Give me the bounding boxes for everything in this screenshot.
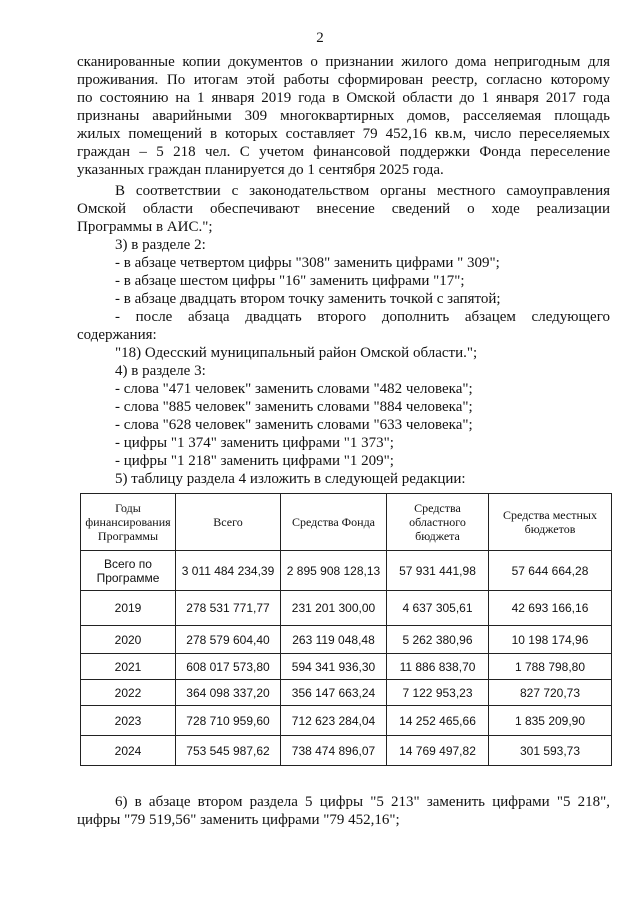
cell-fund: 263 119 048,48 — [281, 626, 387, 654]
cell-total: 728 710 959,60 — [176, 706, 281, 736]
item-dash-5: - слова "471 человек" заменить словами "482 человека"; — [115, 381, 473, 397]
cell-fund: 2 895 908 128,13 — [281, 551, 387, 591]
page-number: 2 — [316, 30, 324, 46]
cell-fund: 594 341 936,30 — [281, 654, 387, 680]
cell-regional: 14 769 497,82 — [387, 736, 489, 766]
cell-regional: 5 262 380,96 — [387, 626, 489, 654]
item-dash-7: - слова "628 человек" заменить словами "633 человека"; — [115, 417, 473, 433]
cell-total: 608 017 573,80 — [176, 654, 281, 680]
cell-regional: 4 637 305,61 — [387, 591, 489, 626]
cell-total: 3 011 484 234,39 — [176, 551, 281, 591]
item-section-4: 5) таблицу раздела 4 изложить в следующей редакции: — [115, 471, 466, 487]
cell-total: 753 545 987,62 — [176, 736, 281, 766]
paragraph-2-line-2: Омской области обеспечивают внесение сведений о ходе реализации — [77, 201, 610, 217]
cell-regional: 7 122 953,23 — [387, 680, 489, 706]
paragraph-1-line-7: указанных граждан планируется до 1 сентября 2025 года. — [77, 162, 444, 178]
table-row — [81, 591, 612, 626]
item-quote-18: "18) Одесский муниципальный район Омской области."; — [115, 345, 478, 361]
paragraph-1-line-4: признаны аварийными 309 многоквартирных домов, расселяемая площадь — [77, 108, 610, 124]
cell-regional: 57 931 441,98 — [387, 551, 489, 591]
header-years: Годы финансирования Программы — [81, 494, 176, 551]
cell-year: 2024 — [81, 736, 176, 766]
paragraph-1-line-2: проживания. По итогам этой работы сформирован реестр, согласно которому — [77, 72, 610, 88]
item-dash-6: - слова "885 человек" заменить словами "884 человека"; — [115, 399, 473, 415]
header-total: Всего — [176, 494, 281, 551]
item-section-3: 4) в разделе 3: — [115, 363, 206, 379]
paragraph-2-line-3: Программы в АИС."; — [77, 219, 213, 235]
item-dash-9: - цифры "1 218" заменить цифрами "1 209"; — [115, 453, 394, 469]
table-row — [81, 706, 612, 736]
item-dash-8: - цифры "1 374" заменить цифрами "1 373"; — [115, 435, 394, 451]
financing-table — [80, 493, 611, 765]
cell-regional: 14 252 465,66 — [387, 706, 489, 736]
item-dash-4: - после абзаца двадцать второго дополнить абзацем следующего — [115, 309, 610, 325]
paragraph-2-line-1: В соответствии с законодательством органы местного самоуправления — [115, 183, 610, 199]
header-fund: Средства Фонда — [281, 494, 387, 551]
cell-local: 42 693 166,16 — [489, 591, 612, 626]
cell-local: 827 720,73 — [489, 680, 612, 706]
cell-fund: 356 147 663,24 — [281, 680, 387, 706]
header-local: Средства местных бюджетов — [489, 494, 612, 551]
paragraph-3-line-1: 6) в абзаце втором раздела 5 цифры "5 213" заменить цифрами "5 218", — [115, 794, 610, 810]
table-row — [81, 736, 612, 766]
cell-year: 2021 — [81, 654, 176, 680]
table-row — [81, 680, 612, 706]
cell-local: 57 644 664,28 — [489, 551, 612, 591]
cell-regional: 11 886 838,70 — [387, 654, 489, 680]
cell-local: 1 788 798,80 — [489, 654, 612, 680]
item-dash-2: - в абзаце шестом цифры "16" заменить цифрами "17"; — [115, 273, 465, 289]
cell-year: 2023 — [81, 706, 176, 736]
item-dash-3: - в абзаце двадцать втором точку заменить точкой с запятой; — [115, 291, 501, 307]
cell-fund: 712 623 284,04 — [281, 706, 387, 736]
cell-year: 2019 — [81, 591, 176, 626]
cell-local: 1 835 209,90 — [489, 706, 612, 736]
cell-local: 301 593,73 — [489, 736, 612, 766]
table-row — [81, 626, 612, 654]
cell-fund: 231 201 300,00 — [281, 591, 387, 626]
cell-year: 2020 — [81, 626, 176, 654]
item-dash-4-cont: содержания: — [77, 327, 157, 343]
paragraph-3-line-2: цифры "79 519,56" заменить цифрами "79 452,16"; — [77, 812, 400, 828]
paragraph-1-line-1: сканированные копии документов о признании жилого дома непригодным для — [77, 54, 610, 70]
cell-year: Всего по Программе — [81, 551, 176, 591]
header-regional: Средства областного бюджета — [387, 494, 489, 551]
table-row — [81, 654, 612, 680]
paragraph-1-line-5: жилых помещений в которых составляет 79 452,16 кв.м, число переселяемых — [77, 126, 610, 142]
cell-fund: 738 474 896,07 — [281, 736, 387, 766]
cell-total: 278 531 771,77 — [176, 591, 281, 626]
cell-total: 278 579 604,40 — [176, 626, 281, 654]
item-section-2: 3) в разделе 2: — [115, 237, 206, 253]
table-row — [81, 551, 612, 591]
cell-local: 10 198 174,96 — [489, 626, 612, 654]
item-dash-1: - в абзаце четвертом цифры "308" заменить цифрами " 309"; — [115, 255, 500, 271]
table-header-row — [81, 494, 612, 551]
cell-total: 364 098 337,20 — [176, 680, 281, 706]
paragraph-1-line-6: граждан – 5 218 чел. С учетом финансовой поддержки Фонда переселение — [77, 144, 610, 160]
cell-year: 2022 — [81, 680, 176, 706]
paragraph-1-line-3: по состоянию на 1 января 2019 года в Омской области до 1 января 2017 года — [77, 90, 610, 106]
